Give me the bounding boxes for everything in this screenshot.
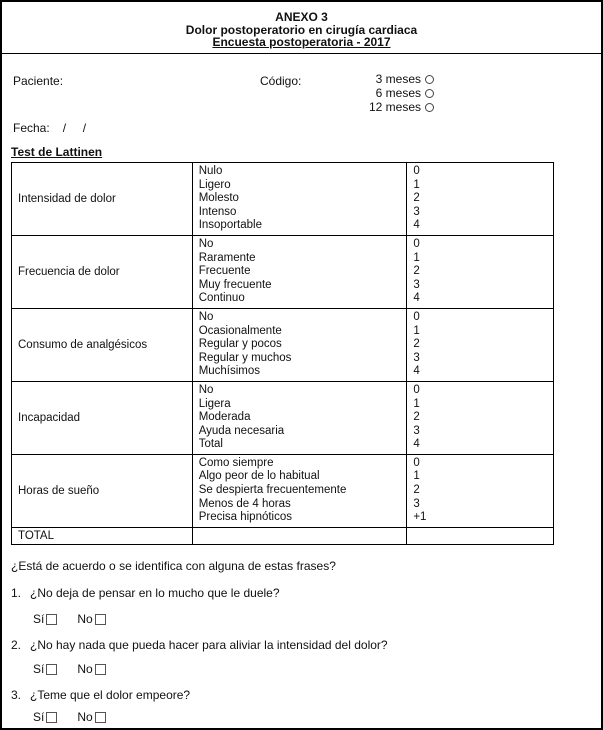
question-2-text: ¿No hay nada que pueda hacer para aliviar la intensidad del dolor? <box>30 638 388 652</box>
score-value: 0 <box>413 383 420 396</box>
question-2-answers <box>33 662 106 676</box>
form-subtitle: Dolor postoperatorio en cirugía cardiaca <box>185 22 418 37</box>
fecha-row <box>13 121 86 135</box>
score-value: 1 <box>413 397 420 410</box>
question-1-si-checkbox[interactable] <box>46 614 57 625</box>
option-label: Precisa hipnóticos <box>198 511 293 524</box>
score-value: 3 <box>413 278 420 291</box>
option-label: Continuo <box>198 292 245 305</box>
question-2-si-checkbox[interactable] <box>46 664 57 675</box>
question-3-si-label: Sí <box>33 710 45 724</box>
total-empty-cell <box>192 527 407 544</box>
option-label: Muy frecuente <box>198 278 272 291</box>
question-2-si-label: Sí <box>33 662 45 676</box>
score-value: 2 <box>413 338 420 351</box>
score-value: 2 <box>413 411 420 424</box>
fecha-value: / / <box>62 121 87 135</box>
option-label: Regular y pocos <box>198 338 282 351</box>
score-value: 1 <box>413 324 420 337</box>
option-label: Insoportable <box>198 219 262 232</box>
option-label: Muchísimos <box>198 365 261 378</box>
lattinen-table <box>11 162 554 545</box>
header-divider <box>2 53 601 54</box>
option-label: No <box>198 310 214 323</box>
option-label: Ligero <box>198 178 231 191</box>
meses-3-radio[interactable] <box>425 75 434 84</box>
option-label: Menos de 4 horas <box>198 497 291 510</box>
score-value: 4 <box>413 365 420 378</box>
paciente-label: Paciente: <box>13 74 64 88</box>
option-label: Raramente <box>198 251 256 264</box>
score-value: 2 <box>413 192 420 205</box>
scores-cell <box>407 163 554 236</box>
category-cell: Frecuencia de dolor <box>12 235 193 308</box>
option-label: Intenso <box>198 205 237 218</box>
codigo-period-options <box>354 72 434 114</box>
test-title: Test de Lattinen <box>11 145 103 159</box>
option-label: Regular y muchos <box>198 351 292 364</box>
option-label: Se despierta frecuentemente <box>198 484 347 497</box>
options-cell <box>192 381 407 454</box>
lattinen-row <box>12 454 554 527</box>
question-2 <box>11 638 388 652</box>
score-value: 1 <box>413 178 420 191</box>
meses-option-row <box>354 86 434 100</box>
question-3 <box>11 688 190 702</box>
question-1-text: ¿No deja de pensar en lo mucho que le duele? <box>30 586 280 600</box>
lattinen-row <box>12 163 554 236</box>
score-value: 2 <box>413 484 420 497</box>
category-cell: Consumo de analgésicos <box>12 308 193 381</box>
total-score-field <box>407 527 554 544</box>
question-1-no-label: No <box>77 612 93 626</box>
score-value: +1 <box>413 511 427 524</box>
score-value: 3 <box>413 351 420 364</box>
total-label: TOTAL <box>12 527 193 544</box>
score-value: 1 <box>413 470 420 483</box>
option-label: Ayuda necesaria <box>198 424 285 437</box>
question-1 <box>11 586 280 600</box>
scores-cell <box>407 235 554 308</box>
lattinen-row <box>12 308 554 381</box>
score-value: 3 <box>413 424 420 437</box>
options-cell <box>192 308 407 381</box>
question-3-text: ¿Teme que el dolor empeore? <box>30 688 191 702</box>
score-value: 4 <box>413 219 420 232</box>
meses-option-row <box>354 72 434 86</box>
question-2-no-label: No <box>77 662 93 676</box>
question-1-si-label: Sí <box>33 612 45 626</box>
lattinen-rows <box>12 163 554 528</box>
codigo-label: Código: <box>260 74 302 88</box>
question-3-si-checkbox[interactable] <box>46 712 57 723</box>
lattinen-row <box>12 235 554 308</box>
form-header <box>2 2 601 48</box>
lattinen-total <box>12 527 554 544</box>
form-title: ANEXO 3 <box>275 10 328 24</box>
question-2-number: 2. <box>11 638 22 652</box>
option-label: Total <box>198 438 223 451</box>
score-value: 3 <box>413 497 420 510</box>
question-1-answers <box>33 612 106 626</box>
option-label: No <box>198 383 214 396</box>
option-label: Frecuente <box>198 265 251 278</box>
options-cell <box>192 454 407 527</box>
question-1-number: 1. <box>11 586 22 600</box>
option-label: Algo peor de lo habitual <box>198 470 320 483</box>
scores-cell <box>407 308 554 381</box>
meses-3-label: 3 meses <box>375 72 421 86</box>
meses-12-radio[interactable] <box>425 103 434 112</box>
question-2-no-checkbox[interactable] <box>95 664 106 675</box>
scores-cell <box>407 454 554 527</box>
score-value: 4 <box>413 438 420 451</box>
score-value: 0 <box>413 165 420 177</box>
form-survey-year: Encuesta postoperatoria - 2017 <box>212 35 391 49</box>
option-label: Ocasionalmente <box>198 324 282 337</box>
option-label: Moderada <box>198 411 251 424</box>
option-label: Como siempre <box>198 456 274 469</box>
option-label: No <box>198 237 214 250</box>
question-1-no-checkbox[interactable] <box>95 614 106 625</box>
option-label: Nulo <box>198 165 223 177</box>
score-value: 0 <box>413 310 420 323</box>
score-value: 2 <box>413 265 420 278</box>
question-3-no-label: No <box>77 710 93 724</box>
option-label: Molesto <box>198 192 239 205</box>
score-value: 3 <box>413 205 420 218</box>
options-cell <box>192 163 407 236</box>
fecha-label: Fecha: <box>13 121 50 135</box>
meses-12-label: 12 meses <box>368 100 421 114</box>
score-value: 0 <box>413 456 420 469</box>
question-3-no-checkbox[interactable] <box>95 712 106 723</box>
category-cell: Intensidad de dolor <box>12 163 193 236</box>
lattinen-row <box>12 381 554 454</box>
meses-6-radio[interactable] <box>425 89 434 98</box>
total-row <box>12 527 554 544</box>
score-value: 1 <box>413 251 420 264</box>
meses-option-row <box>354 100 434 114</box>
options-cell <box>192 235 407 308</box>
category-cell: Incapacidad <box>12 381 193 454</box>
scores-cell <box>407 381 554 454</box>
question-3-number: 3. <box>11 688 22 702</box>
questions-intro: ¿Está de acuerdo o se identifica con alguna de estas frases? <box>11 559 336 573</box>
question-3-answers <box>33 710 106 724</box>
score-value: 4 <box>413 292 420 305</box>
score-value: 0 <box>413 237 420 250</box>
option-label: Ligera <box>198 397 231 410</box>
category-cell: Horas de sueño <box>12 454 193 527</box>
meses-6-label: 6 meses <box>375 86 421 100</box>
